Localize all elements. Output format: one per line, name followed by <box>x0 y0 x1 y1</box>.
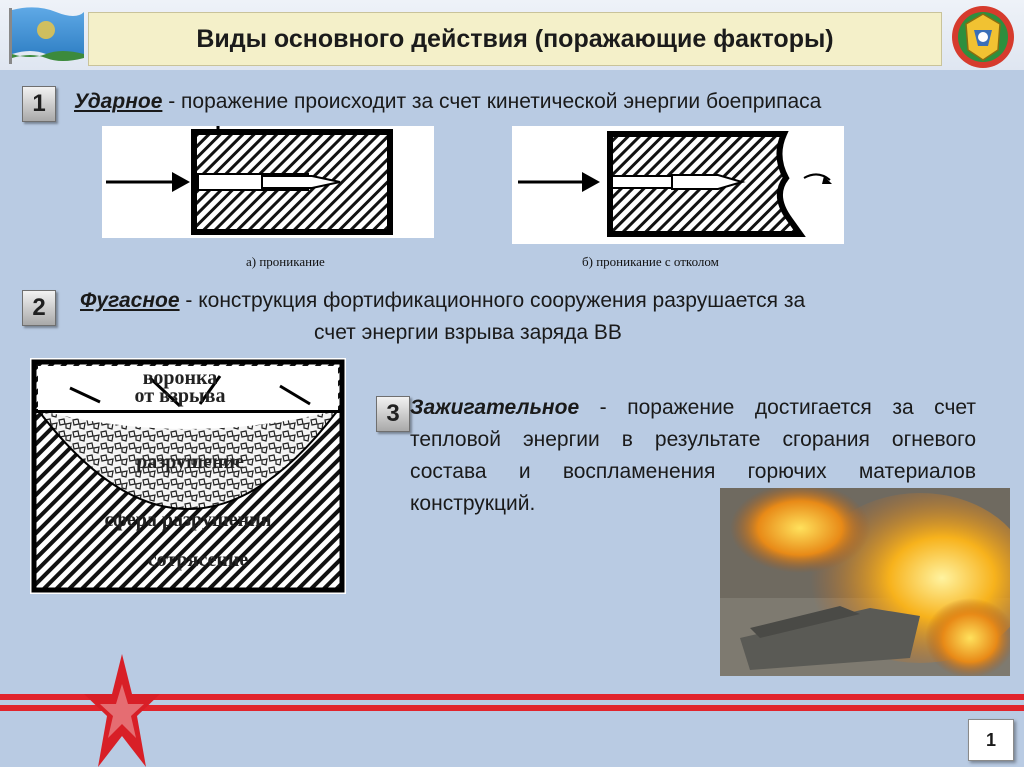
item2-text-line1 <box>80 289 805 313</box>
item-number-1: 1 <box>22 86 56 122</box>
term-zazhigatelnoe: Зажигательное <box>410 396 580 419</box>
crater-label-1: воронка <box>142 367 218 389</box>
diagram-penetration-spall <box>512 126 844 244</box>
crater-label-5: сотрясение <box>147 549 249 571</box>
diagram-penetration <box>102 126 434 238</box>
item3-description: - поражение достигается за счет тепловой энергии в результате сгорания огневого состава и воспламенения горючих материалов конструкций. <box>410 396 976 515</box>
crater-label-3: разрушение <box>136 451 244 473</box>
term-fugasnoe: Фугасное <box>80 289 180 312</box>
term-udarnoe: Ударное <box>74 90 163 113</box>
item2-description-line1: - конструкция фортификационного сооружения разрушается за <box>179 289 806 312</box>
caption-a: а) проникание <box>246 254 325 269</box>
item-number-2: 2 <box>22 290 56 326</box>
page-number: 1 <box>968 719 1014 761</box>
fire-photo <box>720 488 1010 676</box>
vdv-flag-icon <box>6 4 86 66</box>
crater-label-2: от взрыва <box>134 385 226 407</box>
item1-text <box>74 90 821 114</box>
item2-description-line2: счет энергии взрыва заряда ВВ <box>314 321 622 344</box>
title-box <box>88 12 942 66</box>
caption-b: б) проникание с отколом <box>582 254 719 269</box>
diagram-crater <box>30 358 346 594</box>
page-title: Виды основного действия (поражающие факторы) <box>196 24 834 53</box>
army-emblem-icon <box>948 4 1018 70</box>
item-number-3: 3 <box>376 396 410 432</box>
item1-description: - поражение происходит за счет кинетической энергии боеприпаса <box>162 90 822 113</box>
red-star-icon <box>84 654 160 767</box>
crater-label-4: сфера разрушения <box>104 509 272 531</box>
